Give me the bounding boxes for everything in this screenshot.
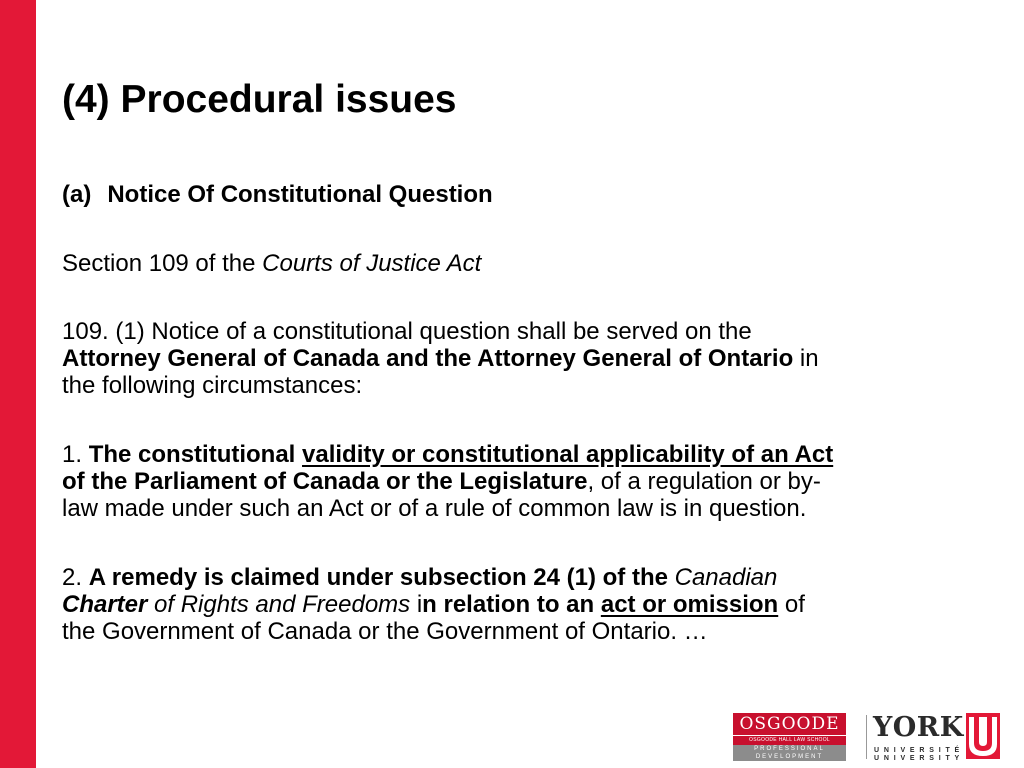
item2-line-1 <box>62 564 992 591</box>
circumstance-2 <box>62 564 992 645</box>
item1-underlined-phrase: validity or constitutional applicability of an Act <box>302 441 834 468</box>
section-reference <box>62 250 992 277</box>
s109-attorneys-general: Attorney General of Canada and the Attorney General of Ontario <box>62 345 794 372</box>
s109-after-bold: in <box>793 345 819 372</box>
section-ref-prefix: Section 109 of the <box>62 250 263 277</box>
osgoode-logo-pd-line1: PROFESSIONAL <box>733 745 846 753</box>
osgoode-logo-pd-line2: DEVELOPMENT <box>733 753 846 761</box>
item2-italic-a: Canadian <box>674 564 778 591</box>
s109-end: the following circumstances: <box>62 372 363 399</box>
york-logo-university: UNIVERSITY <box>874 755 965 762</box>
item2-charter: Charter <box>62 591 148 618</box>
item1-number: 1. <box>62 441 89 468</box>
item1-line-1 <box>62 441 992 468</box>
item2-plain-i: i <box>410 591 423 618</box>
subheading <box>62 180 493 210</box>
circumstance-1 <box>62 441 992 522</box>
item2-bold-b: n relation to an <box>422 591 601 618</box>
york-logo-universite: UNIVERSITÉ <box>874 747 965 754</box>
subheading-text: Notice Of Constitutional Question <box>107 181 493 208</box>
item1-line-3 <box>62 495 992 522</box>
subheading-marker: (a) <box>62 181 92 208</box>
s109-line-3 <box>62 372 992 399</box>
s109-line-2 <box>62 345 992 372</box>
slide-title: (4) Procedural issues <box>62 78 457 121</box>
item2-italic-b: of Rights and Freedoms <box>147 591 411 618</box>
osgoode-logo-school: OSGOODE HALL LAW SCHOOL <box>733 735 846 745</box>
york-logo-name: YORK <box>873 712 964 743</box>
item2-line-2 <box>62 591 992 618</box>
item1-line-2 <box>62 468 992 495</box>
s109-intro: 109. (1) Notice of a constitutional question shall be served on the <box>62 318 752 345</box>
item1-rest-b: law made under such an Act or of a rule of common law is in question. <box>62 495 807 522</box>
subsection-109-1 <box>62 318 992 399</box>
item1-rest-a: , of a regulation or by- <box>587 468 821 495</box>
york-logo-divider <box>866 715 867 759</box>
item2-underlined-phrase: act or omission <box>600 591 779 618</box>
item2-after-underline: of <box>778 591 805 618</box>
york-u-icon <box>966 713 1000 759</box>
act-name: Courts of Justice Act <box>262 250 482 277</box>
osgoode-logo <box>733 713 846 761</box>
item2-bold-a: A remedy is claimed under subsection 24 (1) of the <box>88 564 675 591</box>
s109-line-1 <box>62 318 992 345</box>
item1-bold-a: The constitutional <box>88 441 303 468</box>
accent-sidebar-bar <box>0 0 36 768</box>
york-logo <box>866 713 1000 761</box>
item2-line-3 <box>62 618 992 645</box>
item2-number: 2. <box>62 564 89 591</box>
osgoode-logo-name: OSGOODE <box>733 713 846 735</box>
item1-bold-b: of the Parliament of Canada or the Legislature <box>62 468 588 495</box>
item2-end: the Government of Canada or the Government of Ontario. … <box>62 618 708 645</box>
